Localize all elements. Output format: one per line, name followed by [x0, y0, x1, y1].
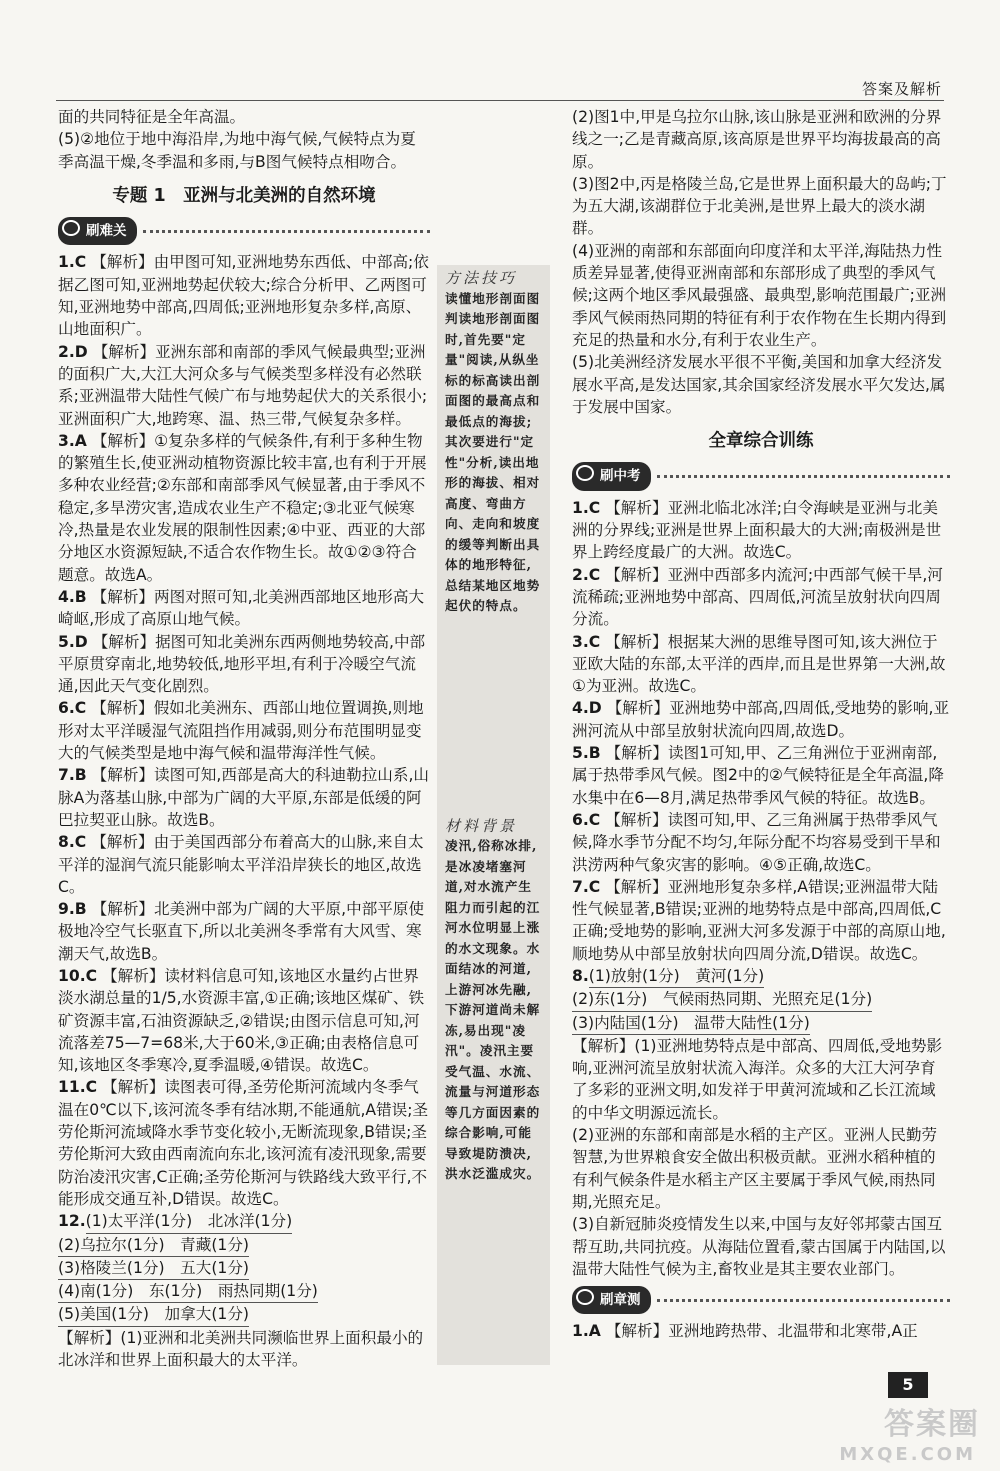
answer-letter: C: [588, 810, 601, 829]
analysis-text: 【解析】两图对照可知,北美洲西部地区地形高大崎岖,形成了高原山地气候。: [58, 587, 425, 629]
intro-line: 面的共同特征是全年高温。: [58, 108, 246, 126]
fill-row: (3)内陆国(1分) 温带大陆性(1分): [572, 1012, 810, 1035]
answer-item: [58, 430, 430, 586]
answer-letter: B: [74, 766, 87, 785]
question-number: 7.: [572, 877, 589, 896]
section-title: 专题 1 亚洲与北美洲的自然环境: [112, 185, 376, 206]
answer-item: [58, 586, 430, 631]
answer-letter: C: [588, 498, 601, 517]
analysis-text: 【解析】假如北美洲东、西部山地位置调换,则地形对太平洋暖湿气流阻挡作用减弱,则分布范围明显变大的气候类型是地中海气候和温带海洋性气候。: [58, 699, 424, 763]
brush-icon: [576, 465, 594, 481]
answer-item: [58, 341, 430, 430]
tip-box-method: 方法技巧 读懂地形剖面图 判读地形剖面图时,首先要"定量"阅读,从纵坐标的标高读出剖面图的最高点和最低点的海拔;其次要进行"定性"分析,读出地形的海拔、相对高度、弯曲方向、走向和坡度的缓等判断出具体的地形特征,总结某地区地势起伏的特点。: [445, 269, 541, 613]
analysis-text: 【解析】读材料信息可知,该地区水量约占世界淡水湖总量的1/5,水资源丰富,①正确;该地区煤矿、铁矿资源丰富,石油资源缺乏,②错误;由图示信息可知,河流落差75—7=68米,大于60米,③正确;由表格信息可知,该地区冬季寒冷,夏季温暖,④错误。故选C。: [58, 966, 425, 1075]
answer-letter: A: [74, 431, 87, 450]
fill-row: (2)东(1分) 气候雨热同期、光照充足(1分): [572, 988, 872, 1011]
left-column: [58, 106, 430, 1371]
fill-row: (2)乌拉尔(1分) 青藏(1分): [58, 1234, 249, 1257]
question-number: 8.: [58, 833, 75, 852]
analysis-text: 【解析】亚洲地形复杂多样,A错误;亚洲温带大陆性气候显著,B错误;亚洲的地势特点是中部高,四周低,C正确;受地势的影响,亚洲大河多发源于中部的高原山地,顺地势从中部呈放射状向四周分流,D错误。故选C。: [572, 877, 946, 963]
question-number: 7.: [58, 766, 75, 785]
question-number: 4.: [572, 699, 589, 718]
answer-item: 12.(1)太平洋(1分) 北冰洋(1分): [58, 1210, 430, 1233]
right-column: [572, 106, 950, 1343]
watermark-url: MXQE.COM: [839, 1444, 976, 1465]
question-number: 9.: [58, 900, 75, 919]
continuation-text: (3)图2中,丙是格陵兰岛,它是世界上面积最大的岛屿;丁为五大湖,该湖群位于北美洲,是世界上最大的淡水湖群。: [572, 174, 947, 238]
answer-item: [572, 809, 950, 876]
answer-item: [572, 497, 950, 564]
answer-item: 8.(1)放射(1分) 黄河(1分): [572, 965, 950, 988]
continuation-text: (5)北美洲经济发展水平很不平衡,美国和加拿大经济发展水平高,是发达国家,其余国家经济发展水平欠发达,属于发展中国家。: [572, 353, 946, 416]
header-section-tag: 答案及解析: [861, 80, 942, 98]
analysis-text: 【解析】由甲图可知,亚洲地势东西低、中部高;依据乙图可知,亚洲地势起伏较大;综合分析甲、乙两图可知,亚洲地势中部高,四周低;亚洲地形复杂多样,高原、山地面积广。: [58, 253, 429, 339]
answer-letter: B: [74, 900, 87, 919]
answer-letter: C: [588, 877, 601, 896]
answer-letter: C: [74, 699, 87, 718]
answer-letter: C: [74, 833, 87, 852]
analysis-text: (2)亚洲的东部和南部是水稻的主产区。亚洲人民勤劳智慧,为世界粮食安全做出积极贡献。亚洲水稻种植的有利气候条件是水稻主产区主要属于季风气候,雨热同期,光照充足。: [572, 1126, 938, 1211]
analysis-text: 【解析】读图表可得,圣劳伦斯河流域内冬季气温在0℃以下,该河流冬季有结冰期,不能通航,A错误;圣劳伦斯河流域降水季节变化较小,无断流现象,B错误;圣劳伦斯河大致由西南流向东北,该河流有凌汛现象,需要防治凌汛灾害,C正确;圣劳伦斯河与铁路线大致平行,不能形成交通互补,D错误。故选C。: [58, 1078, 429, 1208]
fill-row: (4)南(1分) 东(1分) 雨热同期(1分): [58, 1280, 318, 1303]
brush-icon: [576, 1289, 594, 1305]
analysis-text: (3)自新冠肺炎疫情发生以来,中国与友好邻邦蒙古国互帮互助,共同抗疫。从海陆位置看,蒙古国属于内陆国,以温带大陆性气候为主,畜牧业是其主要农业部门。: [572, 1215, 946, 1278]
question-number: 2.: [572, 565, 589, 584]
answer-item: [58, 898, 430, 965]
answer-item: [58, 251, 430, 340]
question-number: 5.: [572, 744, 589, 763]
answer-item: [572, 697, 950, 742]
answer-item: [572, 631, 950, 698]
analysis-text: 【解析】亚洲东部和南部的季风气候最典型;亚洲的面积广大,大江大河众多与气候类型多样没有必然联系;亚洲温带大陆性气候广布与地势起伏大的关系很小;亚洲面积广大,地跨寒、温、热三带,气候复杂多样。: [58, 342, 428, 428]
question-number: 1.: [572, 498, 589, 517]
answer-letter: B: [588, 744, 601, 763]
analysis-text: 【解析】亚洲中西部多内流河;中西部气候干旱,河流稀疏;亚洲地势中部高、四周低,河流呈放射状向四周分流。: [572, 565, 943, 629]
section-badge: 刷章测: [572, 1286, 950, 1314]
question-number: 10.: [58, 966, 86, 985]
answer-letter: D: [74, 342, 88, 361]
answer-item: [572, 876, 950, 965]
answer-item: 1.A 【解析】亚洲地跨热带、北温带和北寒带,A正: [572, 1322, 918, 1341]
fill-row: (3)格陵兰(1分) 五大(1分): [58, 1257, 249, 1280]
continuation-text: (2)图1中,甲是乌拉尔山脉,该山脉是亚洲和欧洲的分界线之一;乙是青藏高原,该高原是世界平均海拔最高的高原。: [572, 108, 942, 171]
header-divider: [56, 100, 944, 101]
answer-item: [58, 764, 430, 831]
page-number: 5: [888, 1372, 928, 1398]
analysis-text: 【解析】亚洲地势中部高,四周低,受地势的影响,亚洲河流从中部呈放射状流向四周,故选D。: [572, 699, 950, 740]
question-number: 2.: [58, 342, 75, 361]
section-badge: 刷难关: [58, 217, 430, 245]
analysis-text: 【解析】由于美国西部分布着高大的山脉,来自太平洋的湿润气流只能影响太平洋沿岸狭长的地区,故选C。: [58, 833, 424, 896]
question-number: 11.: [58, 1078, 86, 1097]
analysis-text: 【解析】读图可知,甲、乙三角洲属于热带季风气候,降水季节分配不均匀,年际分配不均容易受到干旱和洪涝两种气象灾害的影响。④⑤正确,故选C。: [572, 810, 941, 874]
answer-letter: B: [74, 587, 87, 606]
answer-item: [58, 831, 430, 898]
analysis-text: 【解析】根据某大洲的思维导图可知,该大洲位于亚欧大陆的东部,太平洋的西岸,而且是世界第一大洲,故①为亚洲。故选C。: [572, 632, 946, 696]
question-number: 4.: [58, 587, 75, 606]
answer-list: [58, 251, 430, 1210]
question-number: 1.: [58, 253, 75, 272]
analysis-text: 【解析】北美洲中部为广阔的大平原,中部平原使极地冷空气长驱直下,所以北美洲冬季常有大风雪、寒潮天气,故选B。: [58, 900, 425, 963]
answer-letter: C: [85, 966, 98, 985]
fill-row: (5)美国(1分) 加拿大(1分): [58, 1303, 249, 1326]
section-badge: 刷中考: [572, 462, 950, 490]
answer-item: [572, 742, 950, 809]
answer-item: [58, 1076, 430, 1210]
watermark-logo: 答案圈: [884, 1407, 980, 1442]
answer-item: [58, 697, 430, 764]
margin-notes: [437, 265, 550, 1365]
answer-letter: C: [74, 253, 87, 272]
answer-letter: D: [74, 632, 88, 651]
analysis-text: 【解析】①复杂多样的气候条件,有利于多种生物的繁殖生长,使亚洲动植物资源比较丰富,也有利于开展多种农业经营;②东部和南部季风气候显著,由于季风不稳定,多旱涝灾害,造成农业生产不稳定;③北亚气候寒冷,热量是农业发展的限制性因素;④中亚、西亚的大部分地区水资源短缺,不适合农作物生长。故①②③符合题意。故选A。: [58, 431, 427, 584]
analysis-text: 【解析】据图可知北美洲东西两侧地势较高,中部平原贯穿南北,地势较低,地形平坦,有利于冷暖空气流通,因此天气变化剧烈。: [58, 632, 426, 696]
analysis-text: 【解析】(1)亚洲地势特点是中部高、四周低,受地势影响,亚洲河流呈放射状流入海洋。众多的大江大河孕育了多彩的亚洲文明,如发祥于甲黄河流域和乙长江流域的中华文明源远流长。: [572, 1036, 943, 1122]
intro-line: (5)②地位于地中海沿岸,为地中海气候,气候特点为夏季高温干燥,冬季温和多雨,与B图气候特点相吻合。: [58, 130, 416, 171]
question-number: 6.: [572, 810, 589, 829]
answer-letter: C: [588, 632, 601, 651]
answer-item: [58, 631, 430, 698]
brush-icon: [62, 220, 80, 236]
answer-item: [58, 965, 430, 1076]
answer-letter: D: [588, 699, 602, 718]
analysis-text: 【解析】读图可知,西部是高大的科迪勒拉山系,山脉A为落基山脉,中部为广阔的大平原,东部是低缓的阿巴拉契亚山脉。故选B。: [58, 766, 430, 829]
analysis-text: 【解析】亚洲北临北冰洋;白令海峡是亚洲与北美洲的分界线;亚洲是世界上面积最大的大洲;南极洲是世界上跨经度最广的大洲。故选C。: [572, 498, 942, 562]
tip-box-material: 材料背景 凌汛,俗称冰排,是冰凌堵塞河道,对水流产生阻力而引起的江河水位明显上涨的水文现象。水面结冰的河道,上游河冰先融,下游河道尚未解冻,易出现"凌汛"。凌汛主要受气温、水流、流量与河道形态等几方面因素的综合影响,可能导致堤防溃决,洪水泛滥成灾。: [445, 816, 541, 1181]
question-number: 6.: [58, 699, 75, 718]
question-number: 3.: [572, 632, 589, 651]
answer-list: [572, 497, 950, 965]
answer-letter: C: [588, 565, 601, 584]
answer-letter: C: [85, 1078, 98, 1097]
question-number: 5.: [58, 632, 75, 651]
answer-item: [572, 564, 950, 631]
question-number: 3.: [58, 431, 75, 450]
analysis-text: 【解析】(1)亚洲和北美洲共同濒临世界上面积最小的北冰洋和世界上面积最大的太平洋。: [58, 1328, 424, 1370]
section-title: 全章综合训练: [708, 431, 814, 452]
continuation-text: (4)亚洲的南部和东部面向印度洋和太平洋,海陆热力性质差异显著,使得亚洲南部和东部形成了典型的季风气候;这两个地区季风最强盛、最典型,影响范围最广;亚洲季风气候雨热同期的特征有利于农作物在生长期内得到充足的热量和水分,有利于农业生产。: [572, 241, 947, 349]
analysis-text: 【解析】读图1可知,甲、乙三角洲位于亚洲南部,属于热带季风气候。图2中的②气候特征是全年高温,降水集中在6—8月,满足热带季风气候的特征。故选B。: [572, 744, 944, 807]
